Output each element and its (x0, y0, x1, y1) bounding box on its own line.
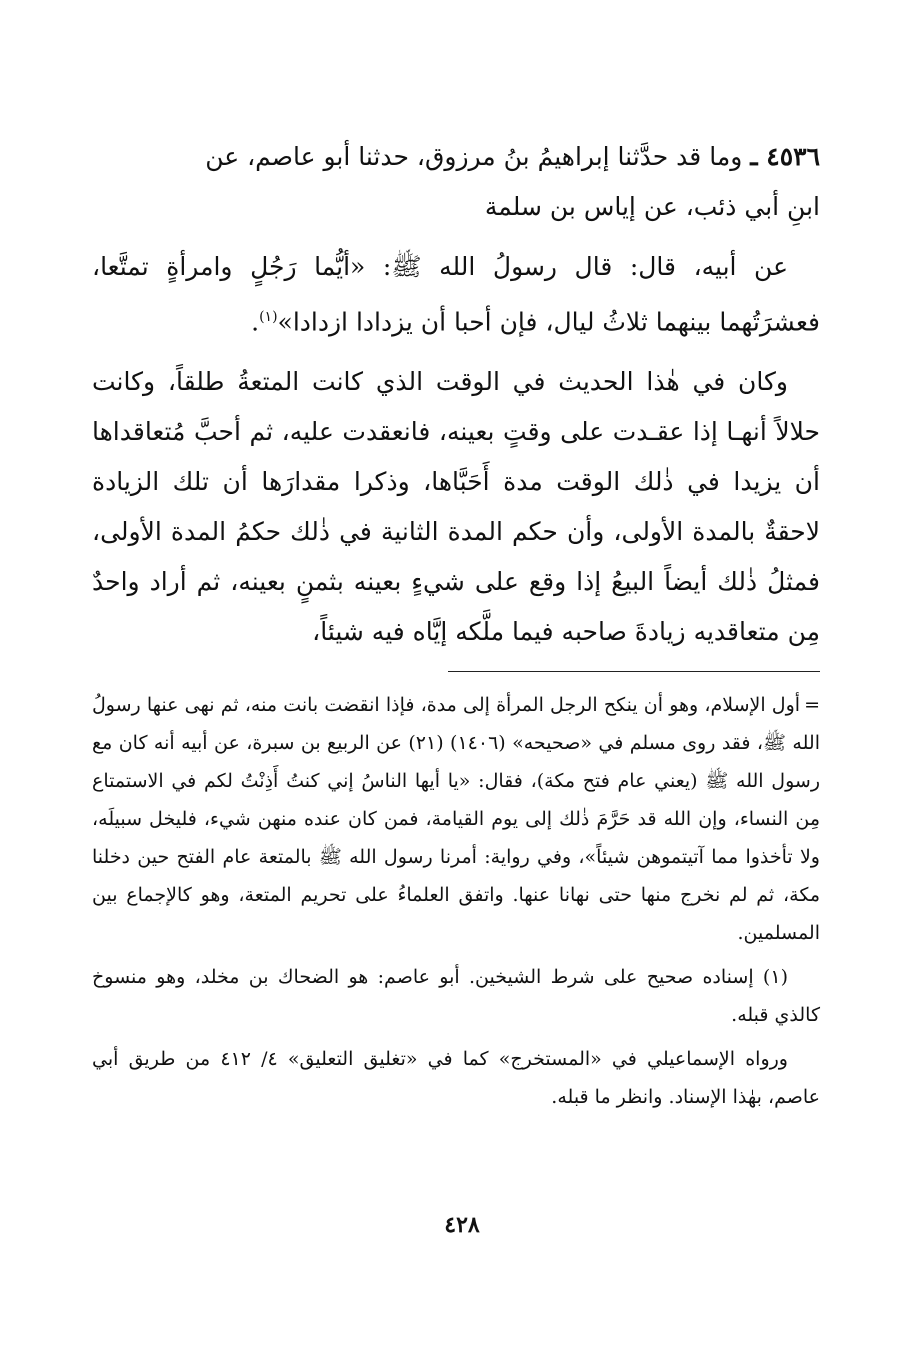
hadith-number: ٤٥٣٦ ـ (750, 142, 820, 171)
footnotes (92, 686, 820, 1116)
footnote-continuation (92, 686, 820, 952)
footnote-1-extra: ورواه الإسماعيلي في «المستخرج» كما في «تغليق التعليق» ٤/ ٤١٢ من طريق أبي عاصم، بهٰذا الإسناد. وانظر ما قبله. (92, 1048, 820, 1109)
main-text (92, 132, 820, 657)
page-number: ٤٢٨ (444, 1212, 480, 1238)
footnote-divider (448, 671, 820, 672)
matn-end: . (251, 307, 260, 337)
continuation-text: أول الإسلام، وهو أن ينكح الرجل المرأة إلى مدة، فإذا انقضت بانت منه، ثم نهى عنها رسولُ الله ﷺ، فقد روى مسلم في «صحيحه» (١٤٠٦) (٢١) عن الربيع بن سبرة، عن أبيه أنه كان مع رسول الله ﷺ (يعني عام فتح مكة)، فقال: «يا أيها الناسُ إني كنتُ أَذِنْتُ لكم في الاستمتاع مِن النساء، وإن الله قد حَرَّمَ ذٰلك إلى يوم القيامة، فمن كان عنده منهن شيء، فليخل سبيلَه، ولا تأخذوا مما آتيتموهن شيئاً»، وفي رواية: أمرنا رسول الله ﷺ بالمتعة عام الفتح حين دخلنا مكة، ثم لم نخرج منها حتى نهانا عنها. واتفق العلماءُ على تحريم المتعة، وهو كالإجماع بين المسلمين. (92, 694, 820, 945)
continuation-mark: = (804, 694, 820, 717)
matn-text: عن أبيه، قال: قال رسولُ الله ﷺ: «أيُّما رَجُلٍ وامرأةٍ تمتَّعا، فعشرَتُهما بينهما ثلاثُ ليال، فإن أحبا أن يزدادا ازدادا» (92, 252, 820, 337)
commentary-paragraph: وكان في هٰذا الحديث في الوقت الذي كانت المتعةُ طلقاً، وكانت حلالاً أنهـا إذا عقـدت على وقتٍ بعينه، فانعقدت عليه، ثم أحبَّ مُتعاقداها أن يزيدا في ذٰلك الوقت مدة أَحَبَّاها، وذكرا مقدارَها أن تلك الزيادة لاحقةٌ بالمدة الأولى، وأن حكم المدة الثانية في ذٰلك حكمُ المدة الأولى، فمثلُ ذٰلك أيضاً البيعُ إذا وقع على شيءٍ بعينه بثمنٍ بعينه، ثم أراد واحدٌ مِن متعاقديه زيادةَ صاحبه فيما ملَّكه إيَّاه فيه شيئاً، (92, 367, 820, 647)
isnad-line-2: ابنِ أبي ذئب، عن إياس بن سلمة (484, 192, 820, 221)
page-body (92, 132, 820, 1116)
footnote-1: (١) إسناده صحيح على شرط الشيخين. أبو عاصم: هو الضحاك بن مخلد، وهو منسوخ كالذي قبله. (92, 966, 820, 1027)
isnad-line-1: وما قد حدَّثنا إبراهيمُ بنُ مرزوق، حدثنا أبو عاصم، عن (205, 142, 743, 171)
hadith-matn (92, 242, 820, 347)
footnote-ref-1[interactable]: (١) (259, 309, 278, 325)
hadith-isnad (92, 132, 820, 232)
